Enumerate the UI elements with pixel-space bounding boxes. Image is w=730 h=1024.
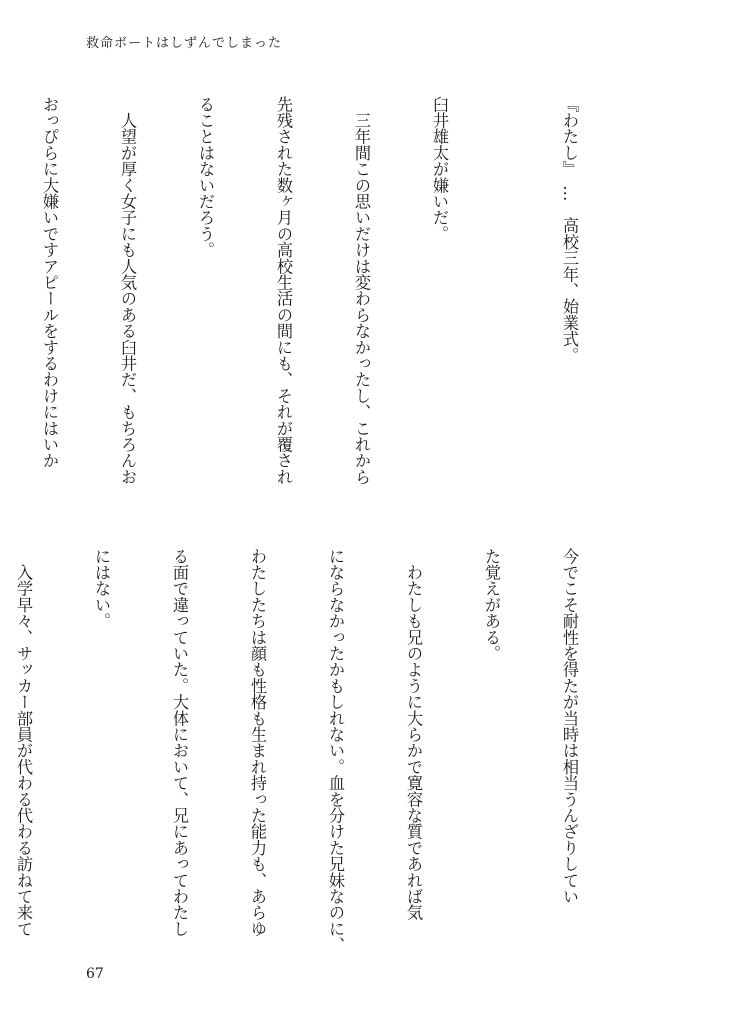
text-column: わたしたちは顔も性格も生まれ持った能力も、あらゆ <box>248 548 267 937</box>
text-column: 三年間この思いだけは変わらなかったし、これから <box>352 96 371 485</box>
text-column: る面で違っていた。大体において、兄にあってわたし <box>170 548 189 937</box>
text-column: 入学早々、サッカー部員が代わる代わる訪ねて来て <box>14 548 33 937</box>
text-column: 今でこそ耐性を得たが当時は相当うんざりしてい <box>560 548 579 905</box>
text-column: 『わたし』 … 高校三年、始業式。 <box>560 96 579 364</box>
text-column: にならなかったかもしれない。血を分けた兄妹なのに、 <box>326 548 345 953</box>
text-column: 先残された数ヶ月の高校生活の間にも、それが覆され <box>274 96 293 485</box>
running-header: 救命ボートはしずんでしまった <box>86 36 283 51</box>
text-column: た覚えがある。 <box>482 548 501 662</box>
page-number: 67 <box>86 966 104 982</box>
lower-text-block <box>0 548 634 956</box>
upper-text-block <box>0 96 634 504</box>
text-column: にはない。 <box>92 548 111 629</box>
text-column: わたしも兄のように大らかで寛容な質であれば気 <box>404 548 423 921</box>
text-column: ることはないだろう。 <box>196 96 215 258</box>
text-column: 臼井雄太が嫌いだ。 <box>430 96 449 242</box>
text-column: 人望が厚く女子にも人気のある臼井だ、もちろんお <box>118 96 137 485</box>
text-column: おっぴらに大嫌いですアピールをするわけにはいか <box>40 96 59 469</box>
